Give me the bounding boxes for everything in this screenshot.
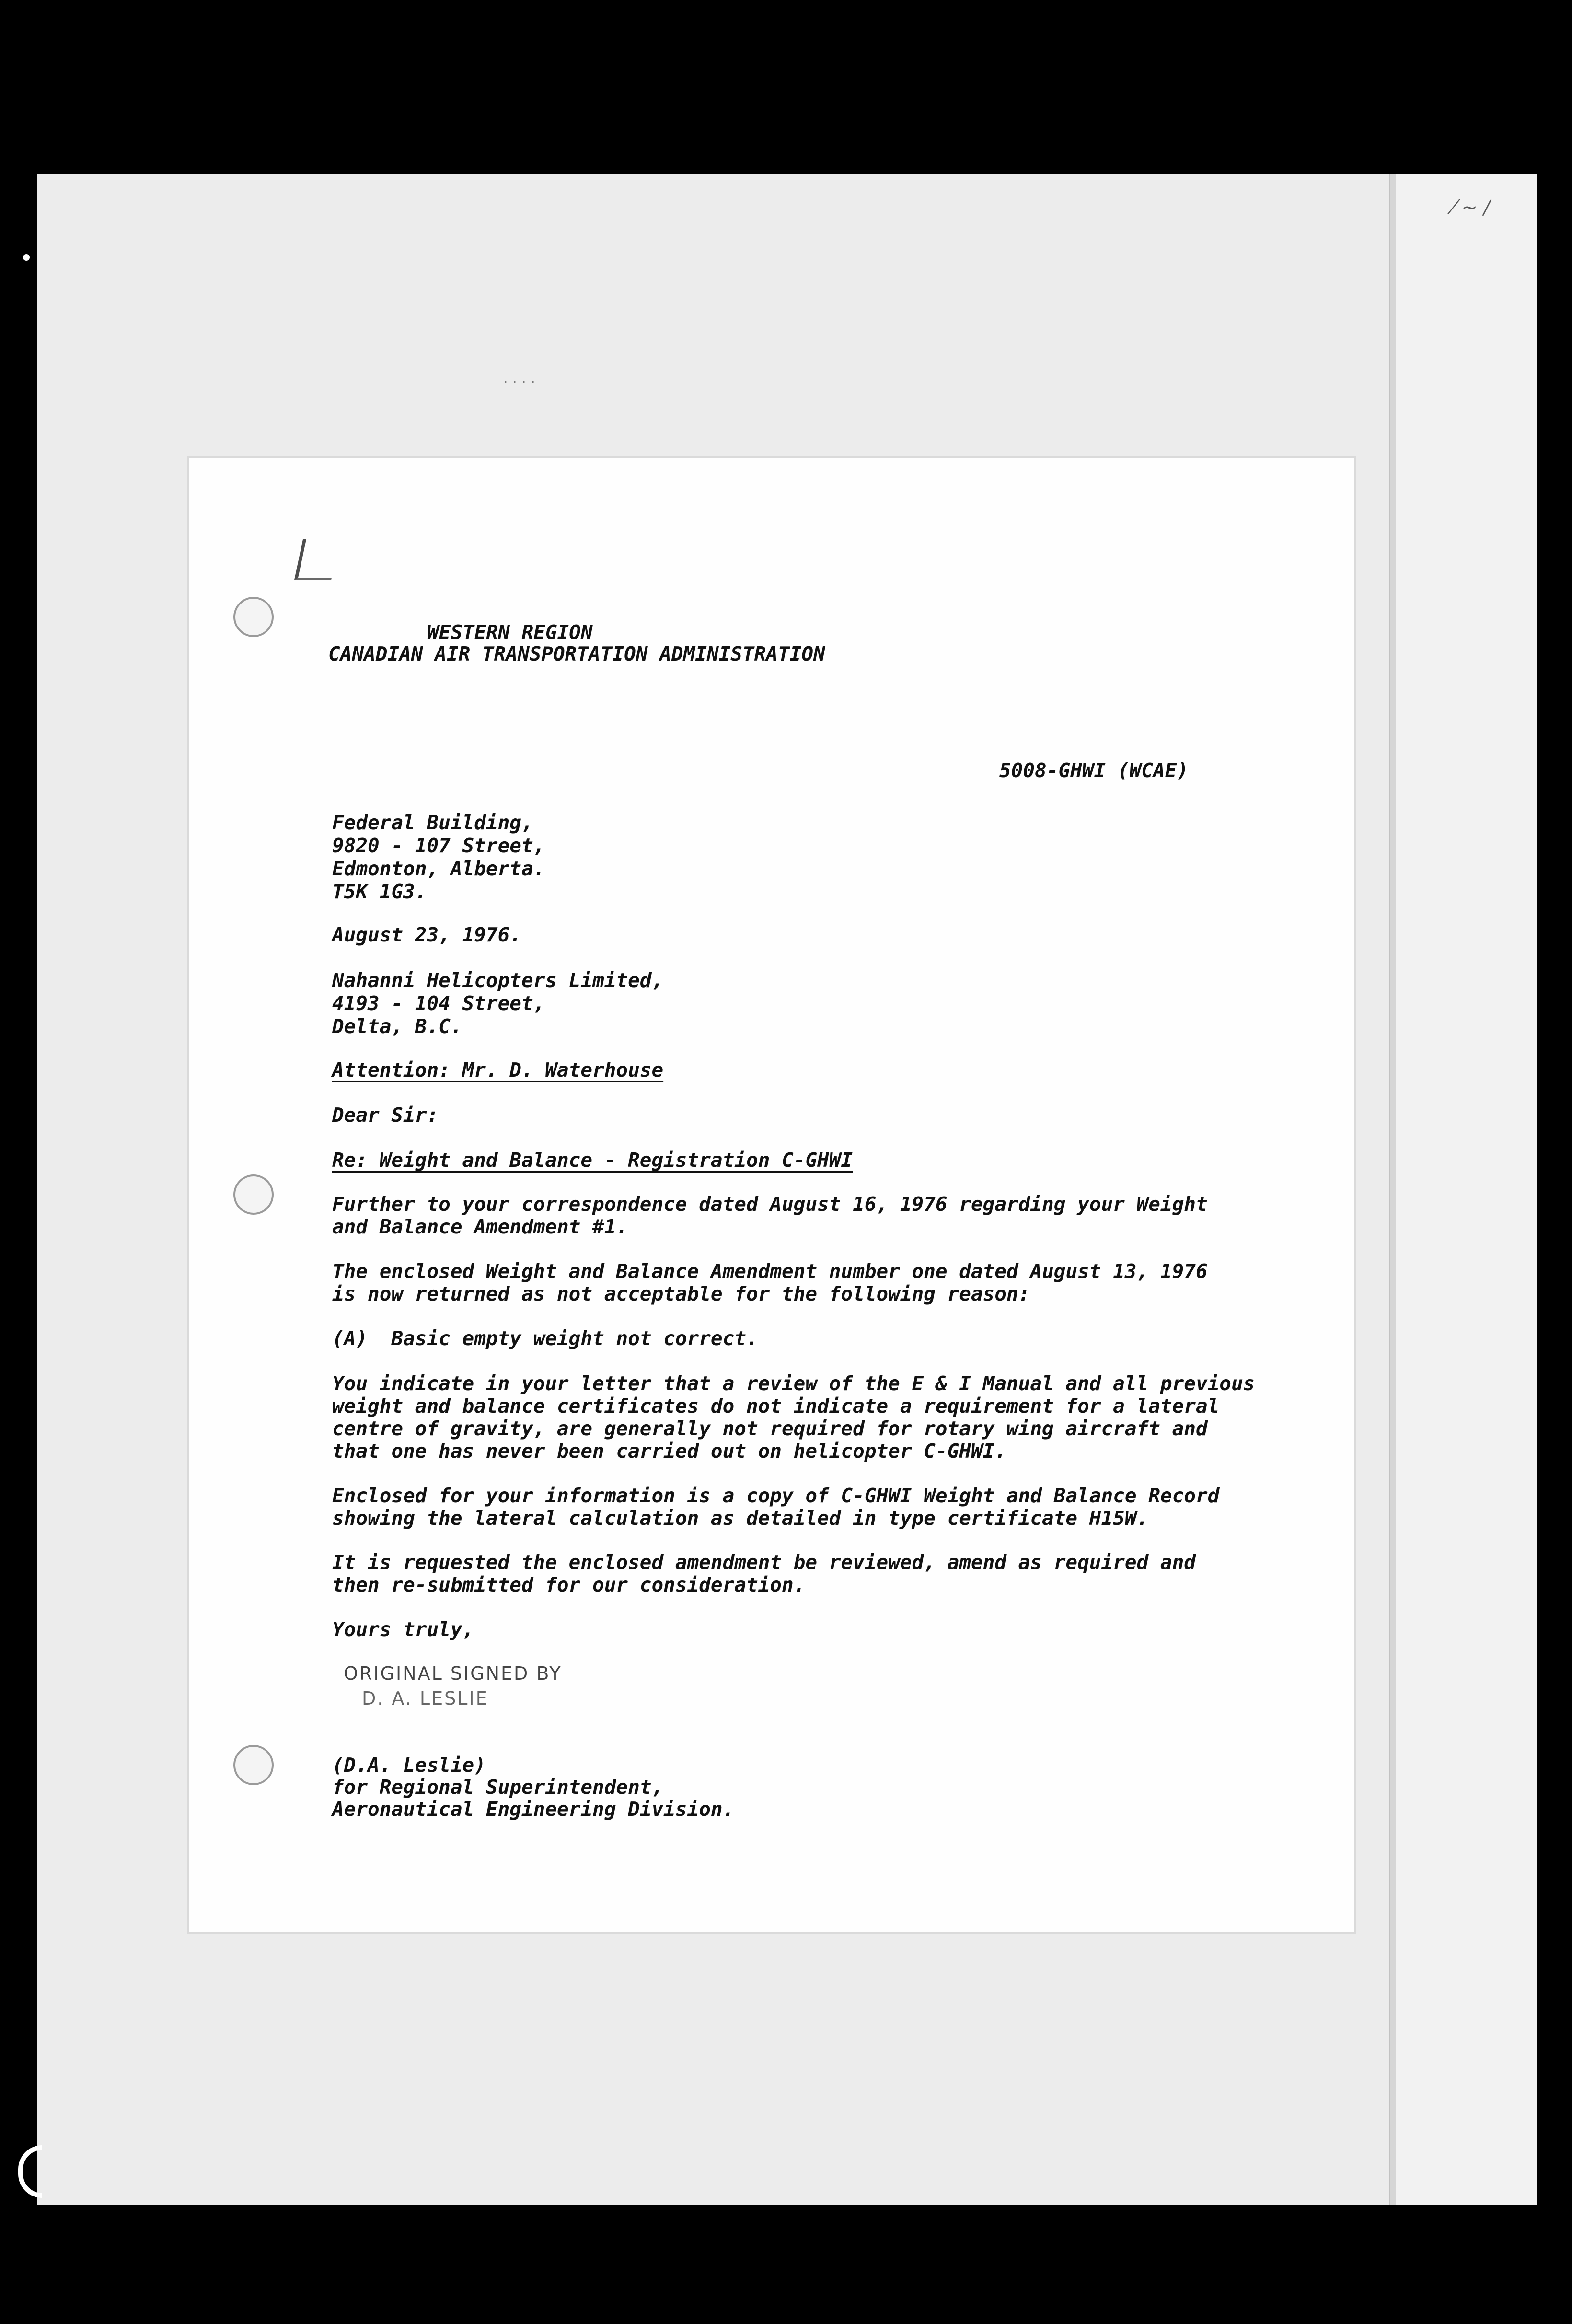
paragraph-line: weight and balance certificates do not indicate a requirement for a lateral	[332, 1394, 1220, 1418]
paragraph-line: that one has never been carried out on helicopter C-GHWI.	[332, 1440, 1006, 1463]
recipient-address-line: 4193 - 104 Street,	[332, 992, 545, 1015]
recipient-address-line: Delta, B.C.	[332, 1015, 462, 1038]
signature-line: for Regional Superintendent,	[332, 1776, 664, 1799]
paragraph-line: It is requested the enclosed amendment be reviewed, amend as required and	[332, 1551, 1196, 1574]
folder-edge	[1396, 174, 1537, 2205]
scan-edge-mark	[18, 2145, 42, 2198]
scan-edge-dot	[23, 254, 30, 261]
sender-address-line: Edmonton, Alberta.	[332, 857, 545, 880]
signature-line: (D.A. Leslie)	[332, 1754, 486, 1777]
sender-address-line: 9820 - 107 Street,	[332, 834, 545, 857]
letterhead-administration: CANADIAN AIR TRANSPORTATION ADMINISTRATION	[328, 642, 825, 665]
sender-address-line: Federal Building,	[332, 811, 533, 834]
paragraph-line: centre of gravity, are generally not required for rotary wing aircraft and	[332, 1417, 1208, 1440]
paragraph-line: The enclosed Weight and Balance Amendment number one dated August 13, 1976	[332, 1260, 1208, 1283]
signature-line: Aeronautical Engineering Division.	[332, 1798, 735, 1821]
subject-line: Re: Weight and Balance - Registration C-GHWI	[332, 1149, 853, 1172]
stamp-line: ORIGINAL SIGNED BY	[344, 1663, 562, 1684]
letter-date: August 23, 1976.	[332, 923, 521, 946]
attention-line: Attention: Mr. D. Waterhouse	[332, 1058, 664, 1081]
file-reference: 5008-GHWI (WCAE)	[999, 759, 1189, 782]
folder-fold	[1389, 174, 1396, 2205]
paragraph-line: Further to your correspondence dated August 16, 1976 regarding your Weight	[332, 1193, 1208, 1216]
salutation: Dear Sir:	[332, 1104, 439, 1127]
paragraph-line: Enclosed for your information is a copy of C-GHWI Weight and Balance Record	[332, 1484, 1220, 1507]
paragraph-line: then re-submitted for our consideration.	[332, 1573, 806, 1596]
closing: Yours truly,	[332, 1618, 474, 1641]
recipient-address-line: Nahanni Helicopters Limited,	[332, 969, 664, 992]
paragraph-line: (A) Basic empty weight not correct.	[332, 1327, 758, 1350]
margin-scribble: ⁄ ~ ∕	[1452, 197, 1491, 219]
paragraph-line: You indicate in your letter that a review of the E & I Manual and all previous	[332, 1372, 1255, 1395]
paragraph-line: is now returned as not acceptable for the following reason:	[332, 1282, 1030, 1305]
letterhead-region: WESTERN REGION	[427, 621, 593, 644]
sender-address-line: T5K 1G3.	[332, 880, 427, 903]
paragraph-line: and Balance Amendment #1.	[332, 1215, 628, 1238]
signature-stamp	[344, 1661, 562, 1711]
stamp-line: D. A. LESLIE	[362, 1688, 489, 1709]
scan-dust: · · · ·	[503, 374, 535, 391]
paragraph-line: showing the lateral calculation as detailed in type certificate H15W.	[332, 1507, 1149, 1530]
